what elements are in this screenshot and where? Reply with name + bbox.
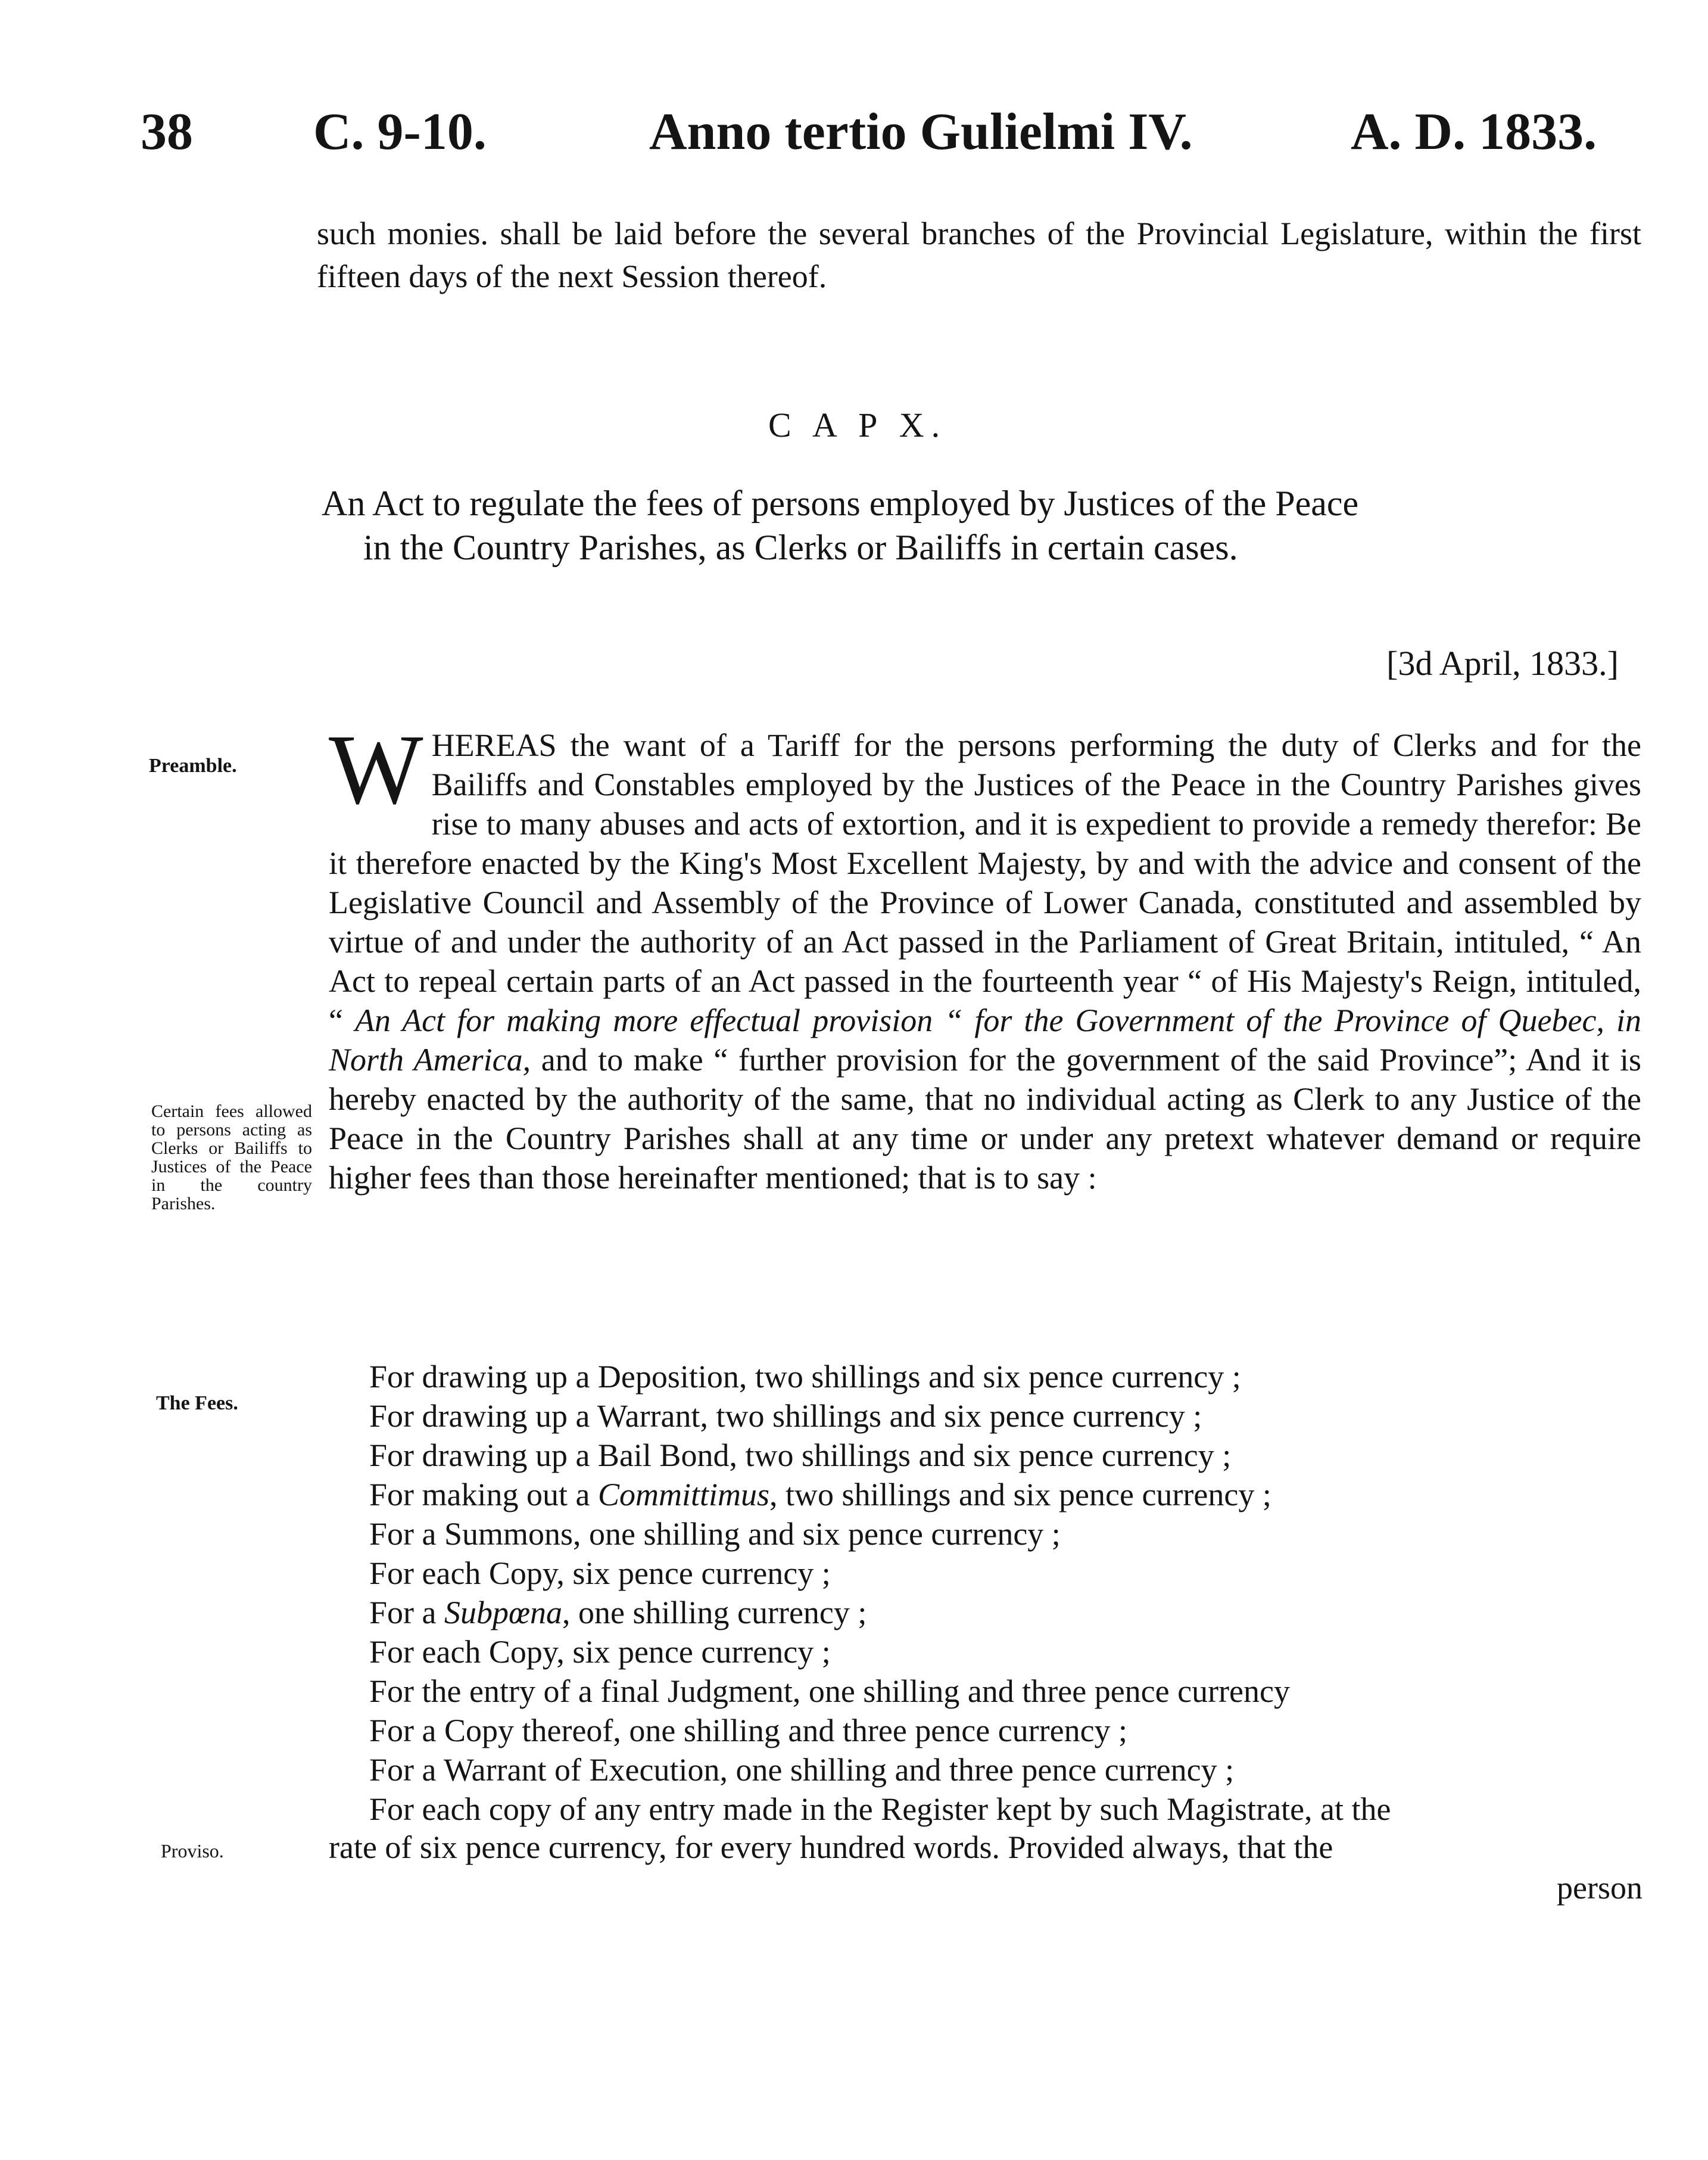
margin-note-fees-allowed: Certain fees allowed to persons acting as Clerks or Bailiffs to Justices of the Peace in the country Parishes. — [151, 1101, 312, 1213]
act-title — [322, 481, 1644, 569]
fee-item-text: For making out a — [369, 1477, 598, 1512]
continuation-paragraph: such monies. shall be laid before the several branches of the Provincial Legislature, within the first fifteen days of the next Session thereof. — [317, 216, 1641, 294]
fee-item: For the entry of a final Judgment, one shilling and three pence currency — [369, 1673, 1290, 1709]
act-title-line-2: in the Country Parishes, as Clerks or Bailiffs in certain cases. — [363, 528, 1238, 567]
fee-item: For each copy of any entry made in the Register kept by such Magistrate, at the — [369, 1791, 1391, 1827]
fee-item-text: , two shillings and six pence currency ; — [769, 1477, 1271, 1512]
preamble-italic-title: An Act for making more effectual provision “ for the Government of the Province of Quebec, in North America, — [329, 1003, 1642, 1078]
fee-item — [369, 1475, 1656, 1514]
proviso-line: rate of six pence currency, for every hundred words. Provided always, that the — [329, 1829, 1333, 1865]
fee-item: For each Copy, six pence currency ; — [369, 1555, 831, 1591]
running-year: A. D. 1833. — [1351, 103, 1597, 161]
fee-item-italic: Committimus — [597, 1477, 770, 1512]
act-title-line-1: An Act to regulate the fees of persons employed by Justices of the Peace — [322, 484, 1359, 523]
fee-list — [369, 1357, 1656, 1829]
fee-item — [369, 1593, 1656, 1632]
chapter-heading: C A P X. — [768, 406, 947, 444]
preamble-text-1: HEREAS the want of a Tariff for the persons performing the duty of Clerks and for the Bailiffs and Constables employed by the Justices of the Peace in the Country Parishes gives rise to many abuses and acts of extortion, and it is expedient to provide a remedy therefor: Be it therefore enacted by the King's Most Excellent Majesty, by and with the advice and consent of the Legislative Council and Assembly of the Province of Lower Canada, constituted and assembled by virtue of and under the authority of an Act passed in the Parliament of Great Britain, intituled, “ An Act to repeal certain parts of an Act passed in the fourteenth year “ of His Majesty's Reign, intituled, “ — [329, 727, 1641, 1038]
catchword: person — [1557, 1870, 1642, 1906]
fee-item-italic: Subpœna — [444, 1595, 563, 1630]
fee-item: For each Copy, six pence currency ; — [369, 1634, 831, 1670]
chapter-reference: C. 9-10. — [313, 103, 487, 161]
fee-item-text: , one shilling currency ; — [562, 1595, 867, 1630]
fee-item: For a Warrant of Execution, one shilling and three pence currency ; — [369, 1752, 1235, 1788]
preamble-paragraph — [329, 714, 1642, 1197]
preamble-text-2: and to make “ further provision for the government of the said Province”; And it is hereby enacted by the authority of the same, that no individual acting as Clerk to any Justice of the Peace in the Country Parishes shall at any time or under any pretext whatever demand or require higher fees than those hereinafter mentioned; that is to say : — [329, 1042, 1642, 1196]
running-title: Anno tertio Gulielmi IV. — [649, 103, 1193, 161]
fee-item: For drawing up a Warrant, two shillings and six pence currency ; — [369, 1398, 1202, 1434]
page-number: 38 — [141, 103, 193, 161]
margin-note-the-fees: The Fees. — [156, 1392, 238, 1414]
fee-item: For drawing up a Deposition, two shillings and six pence currency ; — [369, 1359, 1241, 1395]
fee-item: For drawing up a Bail Bond, two shillings and six pence currency ; — [369, 1437, 1232, 1473]
margin-note-preamble: Preamble. — [149, 755, 237, 777]
drop-cap: W — [329, 714, 423, 825]
fee-item: For a Summons, one shilling and six pence currency ; — [369, 1516, 1061, 1552]
margin-note-proviso: Proviso. — [161, 1840, 224, 1862]
enactment-date: [3d April, 1833.] — [1386, 644, 1619, 683]
fee-item-text: For a — [369, 1595, 444, 1630]
fee-item: For a Copy thereof, one shilling and three pence currency ; — [369, 1713, 1128, 1748]
